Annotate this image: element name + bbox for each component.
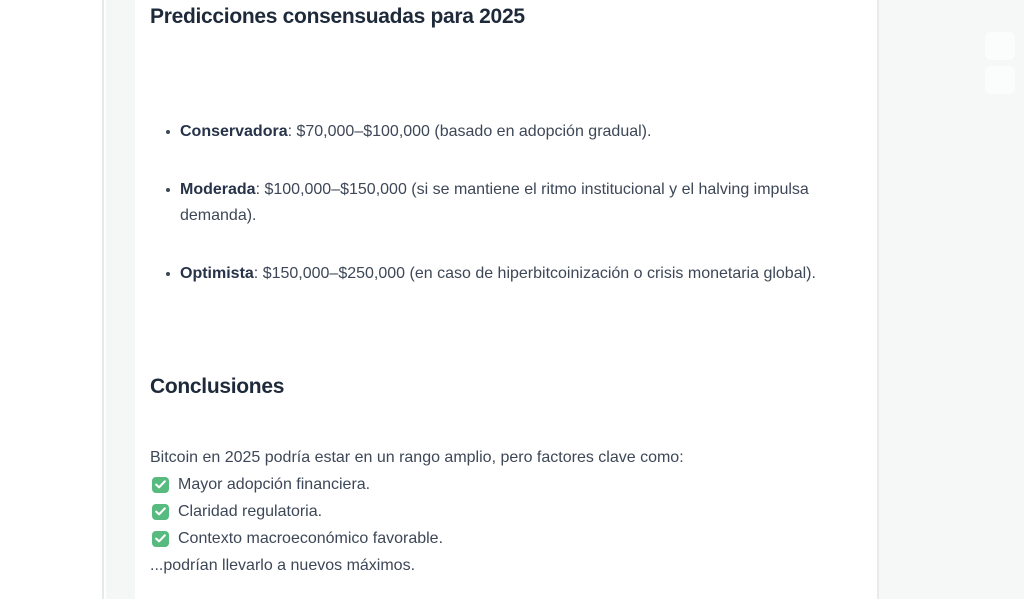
prediction-label: Conservadora [180,123,288,140]
right-gutter [877,0,1024,599]
checklist-item [150,498,857,525]
checklist-item [150,525,857,552]
prediction-label: Moderada [180,181,256,198]
prediction-text: : $150,000–$250,000 (en caso de hiperbitcoinización o crisis monetaria global). [253,265,816,282]
section-heading-conclusions: Conclusiones [150,375,285,398]
prediction-text: : $70,000–$100,000 (basado en adopción gradual). [287,123,652,140]
section-heading-predictions: Predicciones consensuadas para 2025 [150,5,525,28]
prediction-text: : $100,000–$150,000 (si se mantiene el ritmo institucional y el halving impulsa demanda). [180,181,809,224]
check-icon [152,531,169,547]
conclusions-outro: ...podrían llevarlo a nuevos máximos. [150,557,416,574]
bullet-icon [166,188,170,192]
checklist-text: Mayor adopción financiera. [178,476,371,493]
faded-button [985,66,1015,94]
check-icon [152,504,169,520]
checklist-text: Claridad regulatoria. [178,503,323,520]
bullet-icon [166,130,170,134]
faded-button [985,32,1015,60]
prediction-label: Optimista [180,265,254,282]
checklist-text: Contexto macroeconómico favorable. [178,530,444,547]
check-icon [152,477,169,493]
document-panel [135,0,877,599]
predictions-list [150,119,857,287]
checklist-item [150,471,857,498]
left-panel [0,0,104,599]
prediction-item [150,177,857,229]
prediction-item [150,119,857,145]
conclusions-intro: Bitcoin en 2025 podría estar en un rango amplio, pero factores clave como: [150,449,684,466]
left-gutter [106,0,135,599]
bullet-icon [166,272,170,276]
prediction-item [150,261,857,287]
